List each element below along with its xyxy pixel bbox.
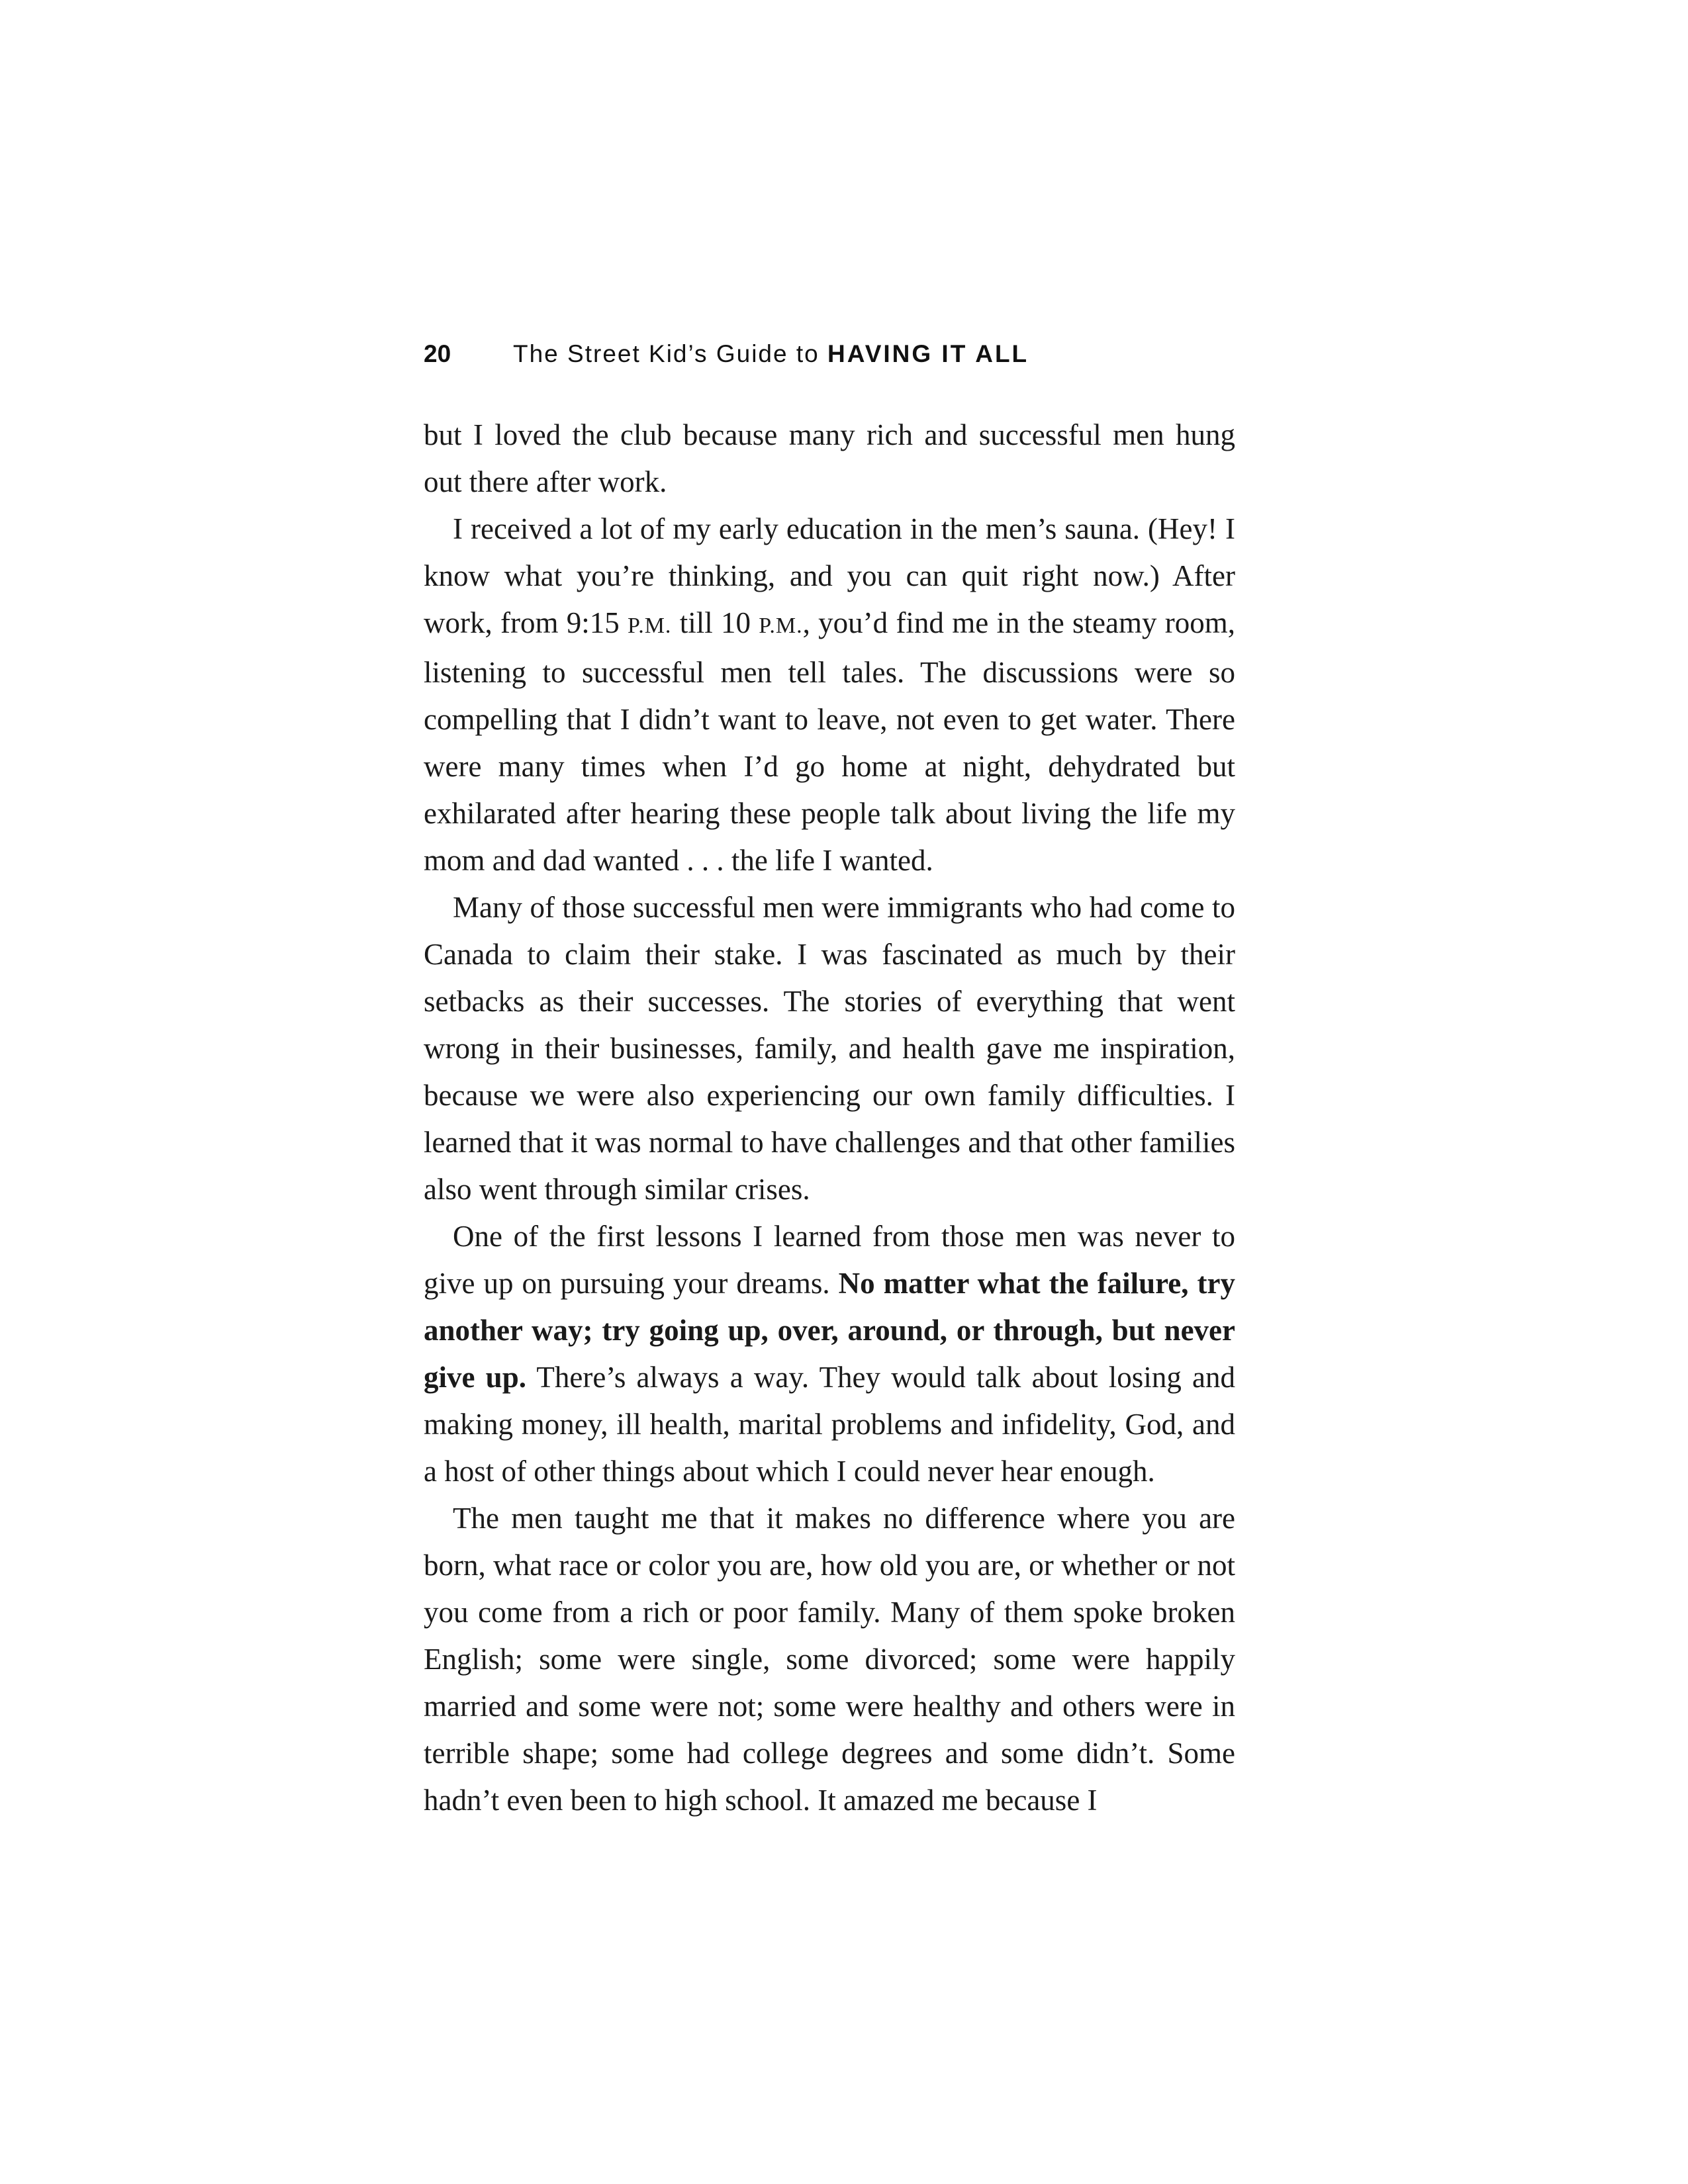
paragraph-sauna (424, 506, 1235, 884)
paragraph-first-lesson (424, 1213, 1235, 1495)
running-head (424, 340, 1244, 369)
book-title-regular: The Street Kid’s Guide to (513, 340, 827, 367)
book-title-bold: HAVING IT ALL (827, 340, 1029, 367)
time-suffix-pm: P.M. (759, 614, 803, 638)
paragraph-text: till 10 (671, 606, 759, 639)
body-text (424, 412, 1235, 1824)
paragraph-immigrants: Many of those successful men were immigrants who had come to Canada to claim their stake. I was fascinated as much by their setbacks as their successes. The stories of everything that went wrong in their businesses, family, and health gave me inspiration, because we were also experiencing our own family difficulties. I learned that it was normal to have challenges and that other families also went through similar crises. (424, 891, 1235, 1206)
time-suffix-pm: P.M. (628, 614, 672, 638)
paragraph-text: One of the first lessons I learned from those men was never to give up on pursuing your dreams. (424, 1220, 1235, 1300)
paragraph-text: I received a lot of my early education in the men’s sauna. (Hey! I know what you’re thinking, and you can quit right now.) After work, from 9:15 (424, 512, 1235, 639)
paragraph-continued: but I loved the club because many rich and successful men hung out there after work. (424, 418, 1235, 498)
paragraph-text: , you’d find me in the steamy room, listening to successful men tell tales. The discussions were so compelling that I didn’t want to leave, not even to get water. There were many times when I’d go home at night, dehydrated but exhilarated after hearing these people talk about living the life my mom and dad wanted . . . the life I wanted. (424, 606, 1235, 877)
paragraph-text: There’s always a way. They would talk about losing and making money, ill health, marital problems and infidelity, God, and a host of other things about which I could never hear enough. (424, 1361, 1236, 1488)
emphasized-lesson: No matter what the failure, try another way; try going up, over, around, or through, but never give up. (424, 1267, 1235, 1394)
paragraph-men-taught: The men taught me that it makes no difference where you are born, what race or color you are, how old you are, or whether or not you come from a rich or poor family. Many of them spoke broken English; some were single, some divorced; some were happily married and some were not; some were healthy and others were in terrible shape; some had college degrees and some didn’t. Some hadn’t even been to high school. It amazed me because I (424, 1502, 1235, 1817)
page-number: 20 (424, 340, 451, 367)
